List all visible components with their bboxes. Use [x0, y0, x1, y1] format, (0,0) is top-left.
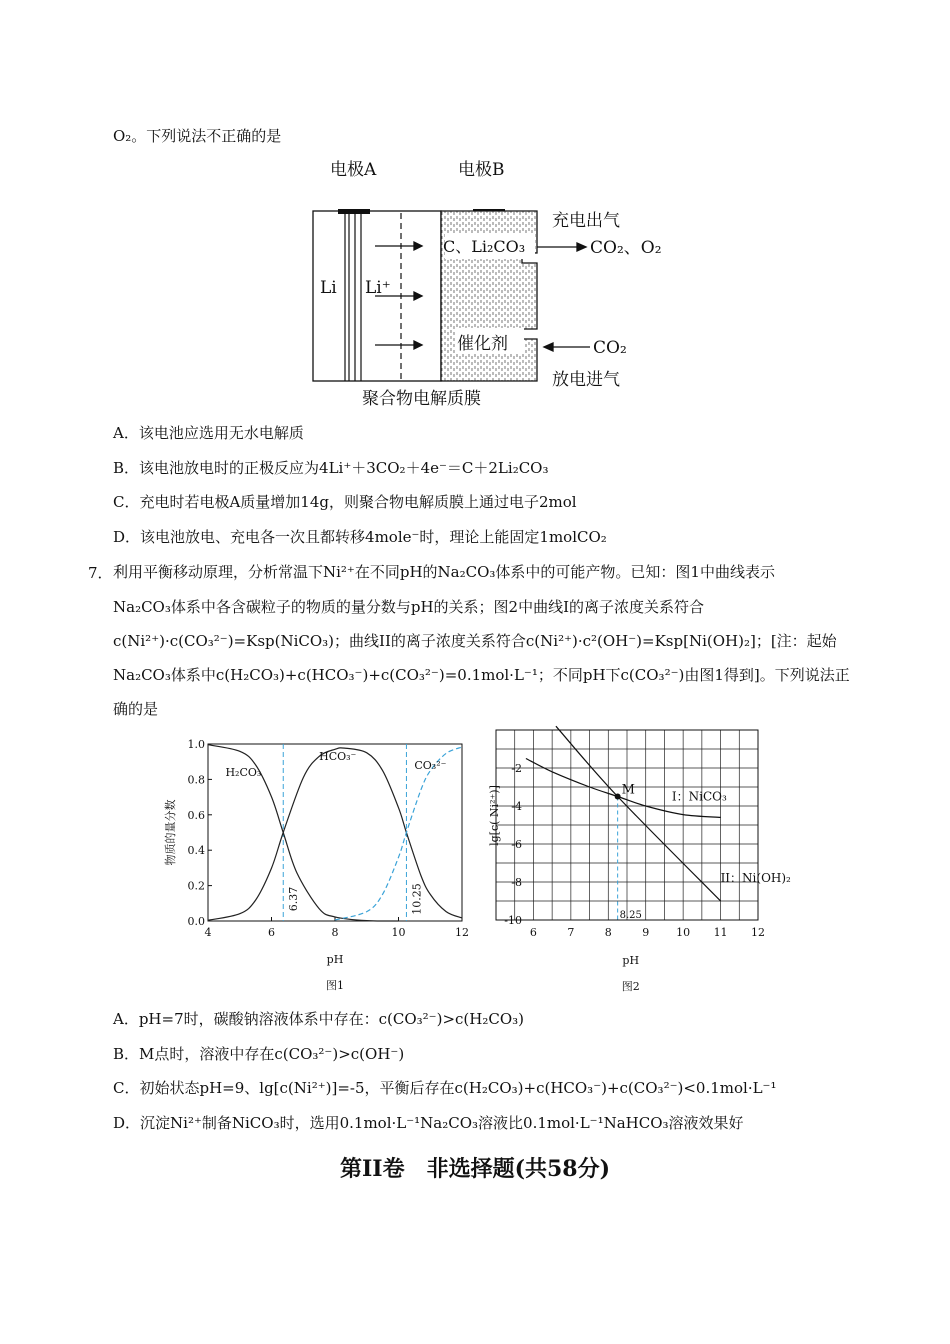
- li-label: Li: [320, 278, 337, 298]
- x-tick-label: 6: [529, 926, 537, 939]
- x-tick-label: 12: [455, 926, 469, 939]
- q7-option-a: A．pH=7时，碳酸钠溶液体系中存在：c(CO₃²⁻)>c(H₂CO₃): [113, 1010, 525, 1028]
- x-tick-label: 8: [331, 926, 339, 939]
- x-axis-label: pH: [326, 953, 344, 966]
- figure-caption: 图2: [621, 980, 640, 993]
- y-axis-label: lg[c( Ni²⁺)]: [488, 785, 501, 846]
- x-tick-label: 10: [676, 926, 691, 939]
- electrode-b-label: 电极B: [458, 160, 505, 180]
- y-tick-label: 1.0: [187, 738, 205, 751]
- q7-number: 7．: [88, 564, 113, 582]
- point-m-label: M: [621, 782, 635, 798]
- series-label-h2co3: H₂CO₃: [225, 765, 262, 779]
- y-tick-label: 0.2: [187, 879, 205, 893]
- pka-label: 10.25: [410, 883, 424, 915]
- y-tick-label: 0.6: [187, 808, 205, 822]
- cathode-material-label: C、Li₂CO₃: [443, 237, 526, 256]
- x-tick-label: 10: [391, 926, 406, 939]
- y-tick-label: 0.0: [187, 915, 205, 928]
- section-title: 第II卷 非选择题(共58分): [339, 1156, 611, 1182]
- discharge-in-label: 放电进气: [552, 370, 620, 390]
- y-tick-label: -4: [511, 800, 522, 813]
- battery-diagram: [300, 155, 680, 410]
- q7-stem-line3: c(Ni²⁺)·c(CO₃²⁻)=Ksp(NiCO₃)；曲线II的离子浓度关系符合c(Ni²⁺)·c²(OH⁻)=Ksp[Ni(OH)₂]；[注：起始: [113, 632, 837, 650]
- x-tick-label: 8: [604, 926, 612, 939]
- figure-2-chart: [482, 724, 792, 1000]
- y-tick-label: 0.4: [187, 844, 205, 858]
- electrode-a-label: 电极A: [330, 160, 377, 180]
- q6-option-b: B．该电池放电时的正极反应为4Li⁺＋3CO₂＋4e⁻＝C＋2Li₂CO₃: [113, 459, 549, 477]
- q7-option-b: B．M点时，溶液中存在c(CO₃²⁻)>c(OH⁻): [113, 1045, 405, 1063]
- x-tick-label: 7: [567, 926, 575, 939]
- series-line-1: [556, 726, 721, 901]
- q6-option-c: C．充电时若电极A质量增加14g，则聚合物电解质膜上通过电子2mol: [113, 493, 577, 511]
- intro-tail: O₂。下列说法不正确的是: [113, 127, 282, 145]
- figure-caption: 图1: [326, 979, 344, 992]
- m-ph-label: 8.25: [619, 910, 642, 921]
- q7-stem-line2: Na₂CO₃体系中各含碳粒子的物质的量分数与pH的关系；图2中曲线I的离子浓度关系符合: [113, 598, 705, 616]
- x-tick-label: 9: [642, 926, 650, 939]
- li-ion-label: Li⁺: [365, 278, 391, 298]
- y-tick-label: -6: [511, 838, 522, 851]
- co2-in-label: CO₂: [593, 338, 627, 358]
- series-label-hco3: HCO₃⁻: [319, 749, 357, 763]
- pka-label: 6.37: [287, 886, 301, 912]
- series-line-2: [335, 747, 462, 920]
- q7-option-d: D．沉淀Ni²⁺制备NiCO₃时，选用0.1mol·L⁻¹Na₂CO₃溶液比0.1mol·L⁻¹NaHCO₃溶液效果好: [113, 1114, 744, 1132]
- ion-arrows: [375, 242, 422, 349]
- figure-1-chart: [160, 728, 480, 1000]
- q7-stem-line1: 利用平衡移动原理，分析常温下Ni²⁺在不同pH的Na₂CO₃体系中的可能产物。已知：图1中曲线表示: [113, 563, 775, 581]
- q6-option-a: A．该电池应选用无水电解质: [113, 424, 304, 442]
- y-tick-label: -8: [511, 876, 522, 889]
- q7-option-c: C．初始状态pH=9、lg[c(Ni²⁺)]=-5，平衡后存在c(H₂CO₃)+c(HCO₃⁻)+c(CO₃²⁻)<0.1mol·L⁻¹: [113, 1079, 777, 1097]
- y-tick-label: 0.8: [187, 773, 205, 787]
- series-label-nico3: I：NiCO₃: [671, 789, 727, 804]
- point-m: [615, 794, 621, 800]
- series-label-co3: CO₃²⁻: [414, 758, 447, 772]
- q7-stem-line5: 确的是: [113, 700, 159, 718]
- catalyst-label: 催化剂: [457, 334, 508, 354]
- y-tick-label: -10: [504, 914, 522, 927]
- charge-out-label: 充电出气: [552, 211, 620, 231]
- series-label-nioh2: II：Ni(OH)₂: [720, 871, 791, 885]
- x-axis-label: pH: [622, 954, 640, 967]
- x-tick-label: 11: [713, 926, 728, 939]
- charge-products-label: CO₂、O₂: [590, 238, 662, 258]
- q7-stem-line4: Na₂CO₃体系中c(H₂CO₃)+c(HCO₃⁻)+c(CO₃²⁻)=0.1mol·L⁻¹；不同pH下c(CO₃²⁻)由图1得到]。下列说法正: [113, 666, 850, 684]
- x-tick-label: 12: [751, 926, 765, 939]
- y-axis-label: 物质的量分数: [164, 799, 177, 866]
- membrane-label: 聚合物电解质膜: [362, 389, 481, 409]
- y-tick-label: -2: [511, 762, 522, 775]
- x-tick-label: 6: [268, 926, 275, 939]
- q6-option-d: D．该电池放电、充电各一次且都转移4mole⁻时，理论上能固定1molCO₂: [113, 528, 607, 546]
- x-tick-label: 4: [204, 926, 212, 939]
